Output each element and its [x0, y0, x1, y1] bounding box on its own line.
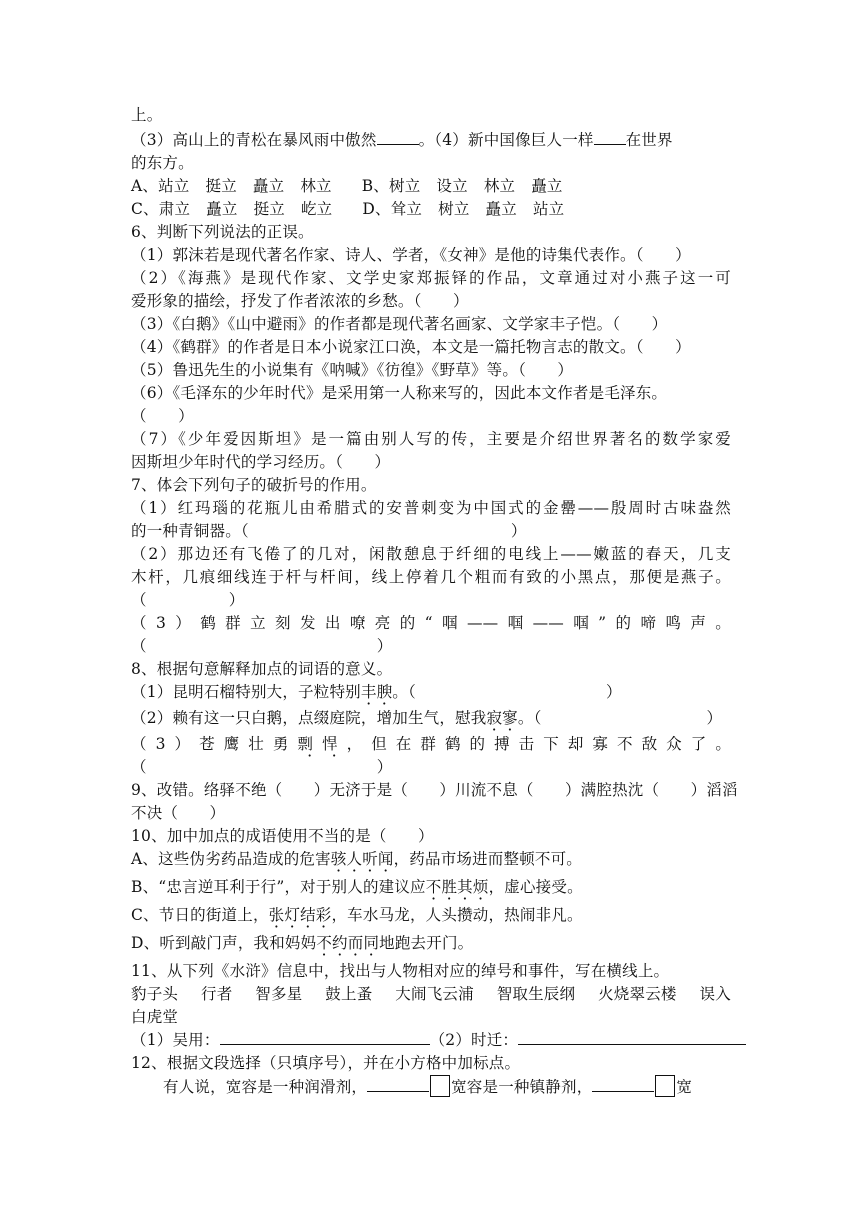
- q6-item-7: （7）《少年爱因斯坦》是一篇由别人写的传，主要是介绍世界著名的数学家爱: [131, 430, 731, 448]
- q7-item-3: （3）鹤群立刻发出嘹亮的“啯——啯——啯”的啼鸣声。: [131, 614, 731, 632]
- q6-item-3: （3）《白鹅》《山中避雨》的作者都是现代著名画家、文学家丰子恺。（ ）: [131, 315, 668, 333]
- q6-item-6-cont: （ ）: [131, 407, 194, 425]
- q12-passage: 有人说，宽容是一种润滑剂， 宽容是一种镇静剂， 宽: [163, 1075, 731, 1098]
- q6-item-4: （4）《鹤群》的作者是日本小说家江口涣，本文是一篇托物言志的散文。（ ）: [131, 338, 691, 356]
- q8-item-1: （1）昆明石榴特别大，子粒特别丰腴。（ ）: [131, 683, 622, 701]
- q12-title: 12、根据文段选择（只填序号），并在小方格中加标点。: [131, 1054, 521, 1072]
- q6-item-7-cont: 因斯坦少年时代的学习经历。（ ）: [131, 453, 391, 471]
- q6-item-1: （1）郭沫若是现代著名作家、诗人、学者，《女神》是他的诗集代表作。（ ）: [131, 246, 691, 264]
- q5-line-0: 上。: [131, 106, 163, 124]
- q8-item-3-answer: （ ）: [131, 758, 393, 776]
- q10-option-a: A、这些伪劣药品造成的危害骇人听闻，药品市场进而整顿不可。: [131, 850, 583, 868]
- q7-item-2-answer: （ ）: [131, 591, 245, 609]
- q7-item-2: （2）那边还有飞倦了的几对，闲散憩息于纤细的电线上——嫩蓝的春天，几支: [131, 545, 731, 563]
- q9-line-2: 不决（ ）: [131, 804, 226, 822]
- q11-answers: （1）吴用： （2）时迁：: [131, 1029, 731, 1051]
- q7-item-1: （1）红玛瑙的花瓶儿由希腊式的安普刺变为中国式的金罍——殷周时古味盎然: [131, 499, 731, 517]
- q8-item-2: （2）赖有这一只白鹅，点缀庭院，增加生气，慰我寂寥。（ ）: [131, 709, 723, 727]
- answer-blank[interactable]: [377, 130, 419, 145]
- punctuation-box[interactable]: [655, 1075, 675, 1097]
- q10-title: 10、加中加点的成语使用不当的是（ ）: [131, 827, 434, 845]
- q7-item-3-answer: （ ）: [131, 637, 393, 655]
- q6-item-2-cont: 爱形象的描绘，抒发了作者浓浓的乡愁。（ ）: [131, 292, 469, 310]
- q10-option-c: C、节日的街道上，张灯结彩，车水马龙，人头攒动，热闹非凡。: [131, 906, 583, 924]
- q5-line-2: 的东方。: [131, 154, 194, 172]
- q5-options-ab: A、站立 挺立 矗立 林立 B、树立 设立 林立 矗立: [131, 177, 563, 195]
- q11-title: 11、从下列《水浒》信息中，找出与人物相对应的绰号和事件，写在横线上。: [131, 962, 670, 980]
- q6-item-2: （2）《海燕》是现代作家、文学史家郑振铎的作品，文章通过对小燕子这一可: [131, 269, 731, 287]
- q6-item-5: （5）鲁迅先生的小说集有《呐喊》《彷徨》《野草》等。（ ）: [131, 361, 574, 379]
- q8-title: 8、根据句意解释加点的词语的意义。: [131, 660, 393, 678]
- answer-blank[interactable]: [220, 1030, 430, 1045]
- q5-line-1: （3）高山上的青松在暴风雨中傲然 。（4）新中国像巨人一样 在世界: [131, 131, 673, 149]
- q10-option-b: B、“忠言逆耳利于行”，对于别人的建议应不胜其烦，虚心接受。: [131, 878, 583, 896]
- answer-blank[interactable]: [594, 130, 626, 145]
- q6-title: 6、判断下列说法的正误。: [131, 223, 314, 241]
- q7-item-1-cont: 的一种青铜器。（ ）: [131, 522, 527, 540]
- punctuation-box[interactable]: [430, 1075, 450, 1097]
- q10-option-d: D、听到敲门声，我和妈妈不约而同地跑去开门。: [131, 934, 474, 952]
- q7-title: 7、体会下列句子的破折号的作用。: [131, 476, 377, 494]
- answer-blank[interactable]: [367, 1077, 429, 1092]
- q7-item-2-cont: 木杆，几痕细线连于杆与杆间，线上停着几个粗而有致的小黑点，那便是燕子。: [131, 568, 731, 586]
- q11-line-3: 白虎堂: [131, 1008, 179, 1026]
- q11-options: 豹子头 行者 智多星 鼓上蚤 大闹飞云浦 智取生辰纲 火烧翠云楼 误入: [131, 985, 731, 1003]
- q6-item-6: （6）《毛泽东的少年时代》是采用第一人称来写的，因此本文作者是毛泽东。: [131, 384, 668, 402]
- q5-options-cd: C、肃立 矗立 挺立 屹立 D、耸立 树立 矗立 站立: [131, 200, 565, 218]
- answer-blank[interactable]: [592, 1077, 654, 1092]
- q8-item-3: （3）苍鹰壮勇剽悍，但在群鹤的搏击下却寡不敌众了。: [131, 735, 732, 753]
- q9-line-1: 9、改错。络驿不绝（ ）无济于是（ ）川流不息（ ）满腔热沈（ ）滔滔: [131, 781, 738, 799]
- answer-blank[interactable]: [518, 1030, 746, 1045]
